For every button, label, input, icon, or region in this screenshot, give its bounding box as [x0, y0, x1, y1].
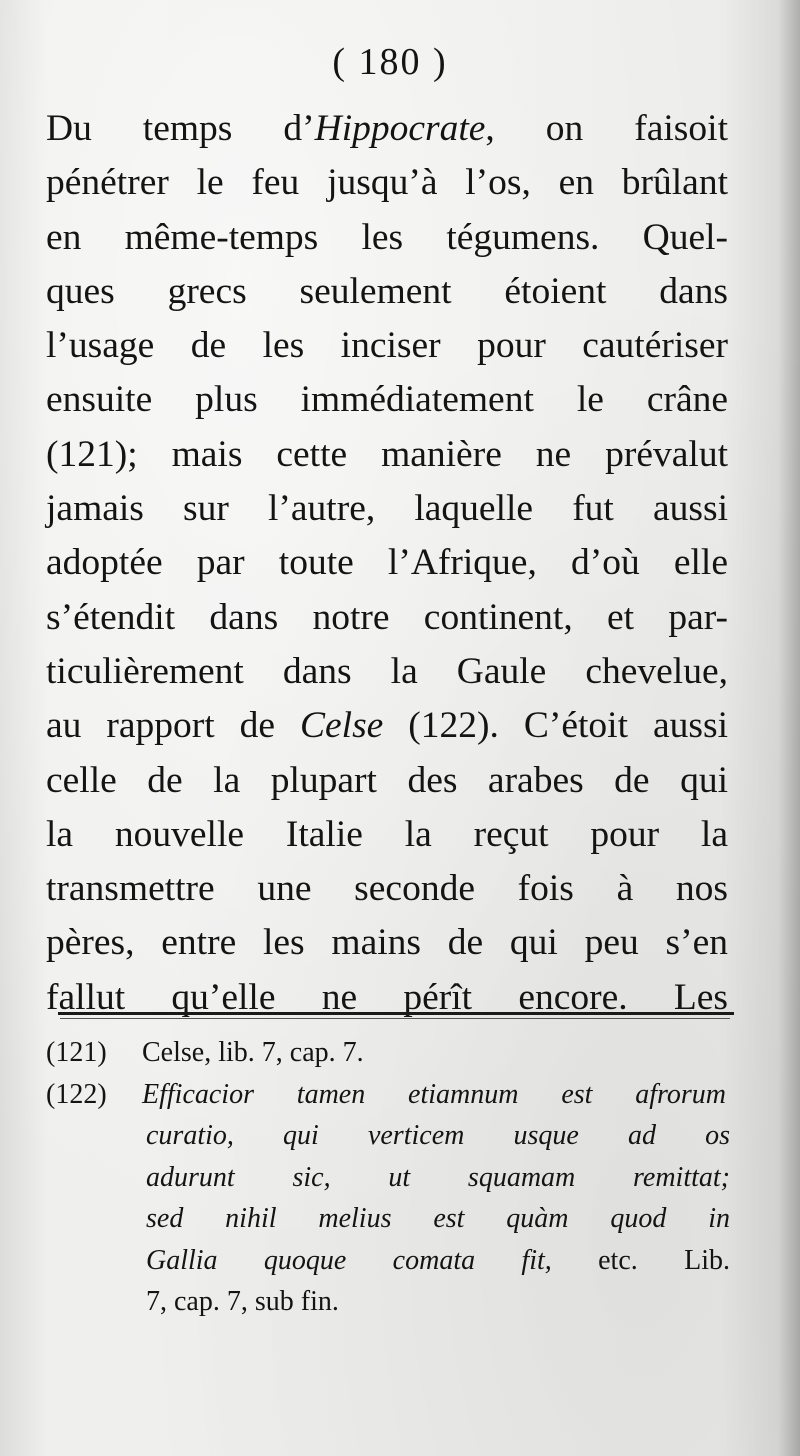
footnote-text: Celse, lib. 7, cap. 7. [142, 1037, 364, 1068]
footnote-number: (121) [46, 1037, 107, 1068]
body-text [46, 102, 728, 1025]
footnote-text: sed nihil melius est quàm quod in [146, 1203, 730, 1234]
footnote-text: adurunt sic, ut squamam remittat; [146, 1161, 730, 1193]
text-line [46, 862, 728, 916]
italic-name: Hippocrate [314, 108, 486, 149]
footnote-text: Gallia quoque comata fit, [146, 1244, 552, 1276]
text-line [46, 645, 728, 699]
text-run: pénétrer le feu jusqu’à l’os, en brûlant [46, 162, 728, 204]
text-line [46, 916, 728, 970]
text-run: pères, entre les mains de qui peu s’en [46, 922, 728, 964]
footnote-text: curatio, qui verticem usque ad os [146, 1120, 730, 1151]
text-line [46, 591, 728, 645]
text-line [46, 428, 728, 482]
text-line [46, 536, 728, 590]
text-line [46, 319, 728, 373]
text-line [46, 808, 728, 862]
text-run: , on faisoit [485, 108, 728, 149]
text-line [46, 265, 728, 319]
footnote-122 [46, 1074, 730, 1116]
text-run: s’étendit dans notre continent, et par- [46, 596, 728, 638]
footnote-separator-rule-thin [60, 1018, 730, 1019]
italic-name: Celse [300, 705, 384, 747]
footnotes [46, 1032, 730, 1323]
page-number: ( 180 ) [332, 41, 448, 83]
text-run: jamais sur l’autre, laquelle fut aussi [46, 488, 728, 530]
text-line [46, 482, 728, 536]
text-run: Du temps d’ [46, 108, 315, 149]
text-run: ensuite plus immédiatement le crâne [46, 379, 728, 421]
text-line [46, 102, 728, 156]
footnote-line [46, 1157, 730, 1199]
text-run: la nouvelle Italie la reçut pour la [46, 813, 728, 855]
text-run: ticulièrement dans la Gaule chevelue, [46, 650, 728, 692]
footnote-line [46, 1198, 730, 1240]
page-edge-shadow [778, 0, 800, 1456]
text-run: transmettre une seconde fois à nos [46, 868, 728, 910]
text-line [46, 156, 728, 210]
footnote-text: 7, cap. 7, sub fin. [146, 1286, 339, 1317]
footnote-121 [46, 1032, 730, 1074]
footnote-text: etc. Lib. [551, 1244, 730, 1276]
footnote-number: (122) [46, 1078, 107, 1110]
text-line [46, 211, 728, 265]
text-run: (122). C’étoit aussi [383, 705, 728, 747]
text-run: adoptée par toute l’Afrique, d’où elle [46, 542, 728, 584]
text-run: (121); mais cette manière ne prévalut [46, 433, 728, 475]
text-run: ques grecs seulement étoient dans [46, 270, 728, 312]
text-line [46, 971, 728, 1025]
text-line [46, 373, 728, 427]
text-run: en même-temps les tégumens. Quel- [46, 216, 728, 258]
text-run: au rapport de [46, 705, 300, 747]
text-line [46, 754, 728, 808]
text-run: l’usage de les inciser pour cautériser [46, 325, 728, 367]
footnote-text: Efficacior tamen etiamnum est afrorum [142, 1078, 726, 1110]
footnote-line [46, 1240, 730, 1282]
text-line [46, 699, 728, 753]
text-run: celle de la plupart des arabes de qui [46, 759, 728, 801]
text-run: fallut qu’elle ne pérît encore. Les [46, 976, 728, 1018]
footnote-line [46, 1115, 730, 1157]
footnote-122-continuation [46, 1115, 730, 1281]
footnote-separator-rule [58, 1012, 734, 1015]
